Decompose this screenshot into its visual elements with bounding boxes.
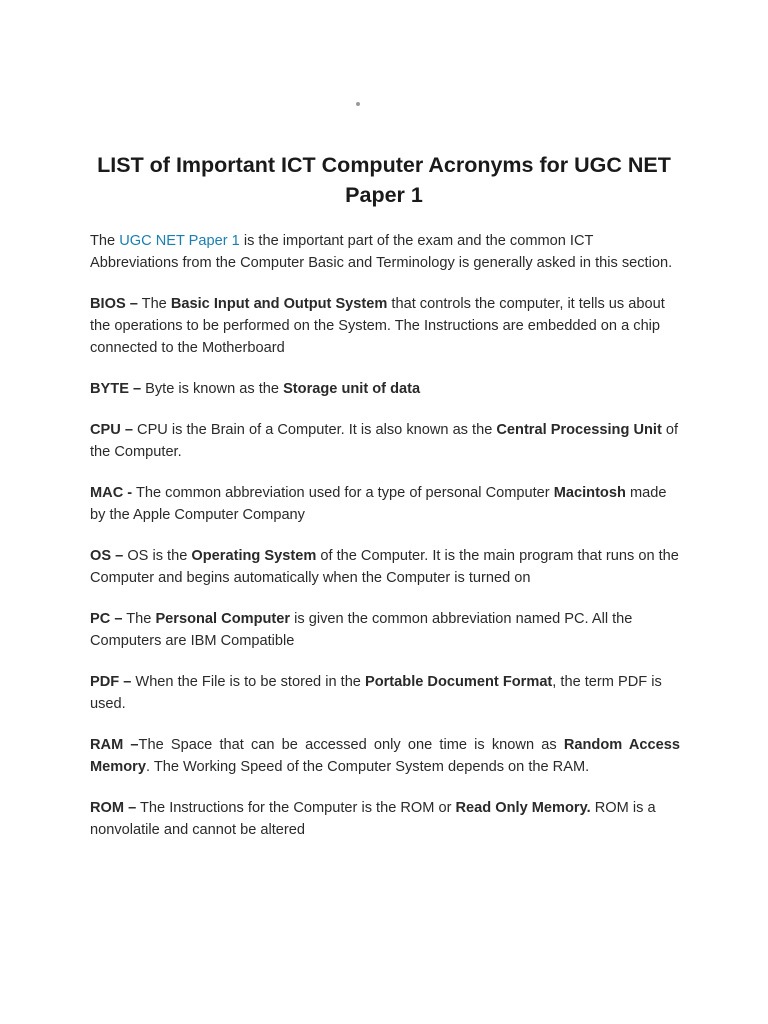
acronym-expansion: Basic Input and Output System [170, 296, 388, 312]
definition-text: of the Computer. [90, 422, 679, 460]
acronym-term: PDF – [90, 674, 132, 690]
acronym-entry [90, 797, 680, 841]
acronym-expansion: Random Access Memory [90, 737, 680, 775]
definition-text: CPU is the Brain of a Computer. It is also known as the [132, 422, 497, 438]
acronym-term: RAM – [90, 737, 139, 753]
acronym-expansion: Macintosh [553, 485, 626, 501]
definition-text: is given the common abbreviation named PC. All the Computers are IBM Compatible [90, 611, 633, 649]
acronym-term: BYTE – [90, 381, 142, 397]
acronym-expansion: Portable Document Format [364, 674, 553, 690]
definition-text: The [137, 296, 171, 312]
intro-prefix: The [90, 233, 120, 249]
acronym-term: ROM – [90, 800, 137, 816]
definition-text: that controls the computer, it tells us about the operations to be performed on the System. The Instructions are embedded on a chip connected to the Motherboard [90, 296, 665, 356]
document-body [90, 230, 680, 860]
acronym-entry [90, 608, 680, 652]
definition-text: made by the Apple Computer Company [90, 485, 667, 523]
ugc-net-paper-link[interactable]: UGC NET Paper 1 [119, 233, 240, 249]
acronym-expansion: Central Processing Unit [496, 422, 662, 438]
acronym-entry [90, 419, 680, 463]
definition-text: The [122, 611, 156, 627]
acronym-entry [90, 734, 680, 778]
acronym-expansion: Operating System [191, 548, 317, 564]
acronym-entry [90, 293, 680, 359]
acronym-term: CPU – [90, 422, 133, 438]
intro-paragraph [90, 230, 680, 274]
acronym-entry [90, 671, 680, 715]
intro-suffix: is the important part of the exam and the common ICT Abbreviations from the Computer Basic and Terminology is generally asked in this section. [90, 233, 673, 271]
acronym-entry [90, 482, 680, 526]
acronym-list [90, 293, 680, 841]
definition-text: ROM is a nonvolatile and cannot be altered [90, 800, 656, 838]
definition-text: Byte is known as the [141, 381, 284, 397]
definition-text: When the File is to be stored in the [131, 674, 365, 690]
definition-text: The Space that can be accessed only one time is known as [138, 737, 564, 753]
definition-text: of the Computer. It is the main program that runs on the Computer and begins automatically when the Computer is turned on [90, 548, 679, 586]
acronym-expansion: Read Only Memory. [455, 800, 591, 816]
acronym-expansion: Storage unit of data [283, 381, 421, 397]
acronym-entry [90, 545, 680, 589]
definition-text: OS is the [123, 548, 192, 564]
acronym-term: MAC - [90, 485, 133, 501]
definition-text: The common abbreviation used for a type of personal Computer [132, 485, 554, 501]
acronym-expansion: Personal Computer [155, 611, 291, 627]
acronym-entry [90, 378, 680, 400]
definition-text: , the term PDF is used. [90, 674, 662, 712]
acronym-term: OS – [90, 548, 124, 564]
acronym-term: BIOS – [90, 296, 138, 312]
acronym-term: PC – [90, 611, 123, 627]
bullet-dot [356, 102, 360, 106]
definition-text: The Instructions for the Computer is the ROM or [136, 800, 456, 816]
page-title: LIST of Important ICT Computer Acronyms for UGC NET Paper 1 [97, 153, 671, 207]
definition-text: . The Working Speed of the Computer System depends on the RAM. [145, 759, 590, 775]
